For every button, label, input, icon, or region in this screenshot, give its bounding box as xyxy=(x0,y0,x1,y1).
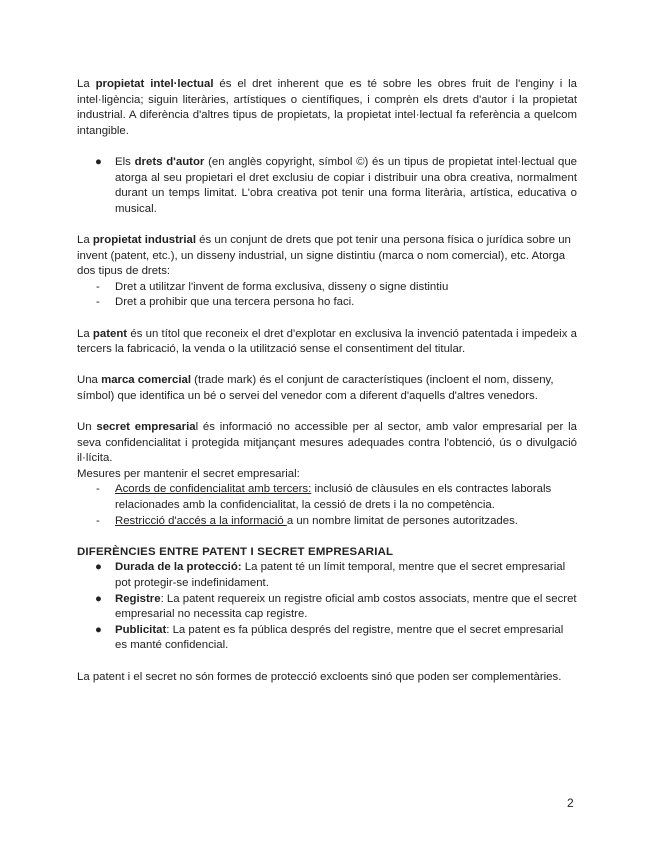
dash-icon: - xyxy=(96,280,100,293)
differences-list xyxy=(77,560,577,654)
list-item: - Acords de confidencialitat amb tercers: inclusió de clàusules en els contractes laborals relacionades amb la confidencialitat, la cessió de drets i la no competència. xyxy=(96,483,552,512)
bullet-icon: ● xyxy=(95,623,102,636)
page-number: 2 xyxy=(567,796,574,810)
trade-secret-measures-intro: Mesures per mantenir el secret empresarial: xyxy=(77,467,300,480)
term-industrial-property: propietat industrial xyxy=(92,233,196,246)
bullet-icon: ● xyxy=(95,561,102,574)
list-item: ● Publicitat: La patent es fa pública després del registre, mentre que el secret empresarial es manté confidencial. xyxy=(95,623,564,652)
dash-icon: - xyxy=(96,483,100,496)
list-item: - Dret a utilitzar l'invent de forma exclusiva, disseny o signe distintiu xyxy=(77,280,577,296)
paragraph-patent: La patent és un títol que reconeix el dret d'explotar en exclusiva la invenció patentada i impedeix a tercers la fabricació, la venda o la utilització sense el consentiment del titular. xyxy=(77,327,577,356)
copyright-list xyxy=(77,155,577,217)
dash-icon: - xyxy=(96,514,100,527)
list-item: - Restricció d'accés a la informació a un nombre limitat de persones autoritzades. xyxy=(77,514,577,530)
list-item: ● Els drets d'autor (en anglès copyright, símbol ©) és un tipus de propietat intel·lectual que atorga al seu propietari el dret exclusiu de copiar i distribuir una obra creativa, normalment durant un temps limitat. L'obra creativa pot tenir una forma literària, artística, educativa o musical. xyxy=(95,155,577,215)
term-trade-secret: secret empresaria xyxy=(96,421,196,434)
paragraph-intellectual-property: La propietat intel·lectual és el dret inherent que es té sobre les obres fruit de l'enginy i la intel·ligència; siguin literàries, artístiques o científiques, i comprèn els drets d'autor i la propietat industrial. A diferència d'altres tipus de propietats, la propietat intel·lectual fa referència a quelcom intangible. xyxy=(77,78,577,137)
term-trademark: marca comercial xyxy=(101,374,191,387)
paragraph-trademark: Una marca comercial (trade mark) és el conjunt de característiques (incloent el nom, disseny, símbol) que identifica un bé o servei del venedor com a diferent d'aquells d'altres venedors. xyxy=(77,374,554,402)
industrial-rights-list xyxy=(77,280,577,311)
dash-icon: - xyxy=(96,296,100,309)
list-item: ● Durada de la protecció: La patent té un límit temporal, mentre que el secret empresarial pot protegir-se indefinidament. xyxy=(95,561,566,589)
document-body xyxy=(77,77,577,685)
term-copyright: drets d'autor xyxy=(134,155,205,168)
trade-secret-measures-list xyxy=(77,482,577,529)
paragraph-industrial-property: La propietat industrial és un conjunt de drets que pot tenir una persona física o jurídica sobre un invent (patent, etc.), un disseny industrial, un signe distintiu (marca o nom comercial), etc. Atorga dos tipus de drets: xyxy=(77,233,571,278)
bullet-icon: ● xyxy=(95,155,102,168)
list-item: ● Registre: La patent requereix un registre oficial amb costos associats, mentre que el secret empresarial no necessita cap registre. xyxy=(95,592,577,621)
term-intellectual-property: propietat intel·lectual xyxy=(95,78,214,90)
list-item: - Dret a prohibir que una tercera persona ho faci. xyxy=(77,295,577,311)
bullet-icon: ● xyxy=(95,592,102,605)
term-patent: patent xyxy=(92,327,128,340)
closing-paragraph: La patent i el secret no són formes de protecció excloents sinó que poden ser complementàries. xyxy=(77,670,562,683)
paragraph-trade-secret: Un secret empresarial és informació no accessible per al sector, amb valor empresarial per la seva confidencialitat i protegida mitjançant mesures adequades contra l'obtenció, ús o divulgació il·lícita. xyxy=(77,421,577,465)
section-heading: DIFERÈNCIES ENTRE PATENT I SECRET EMPRESARIAL xyxy=(77,545,394,558)
